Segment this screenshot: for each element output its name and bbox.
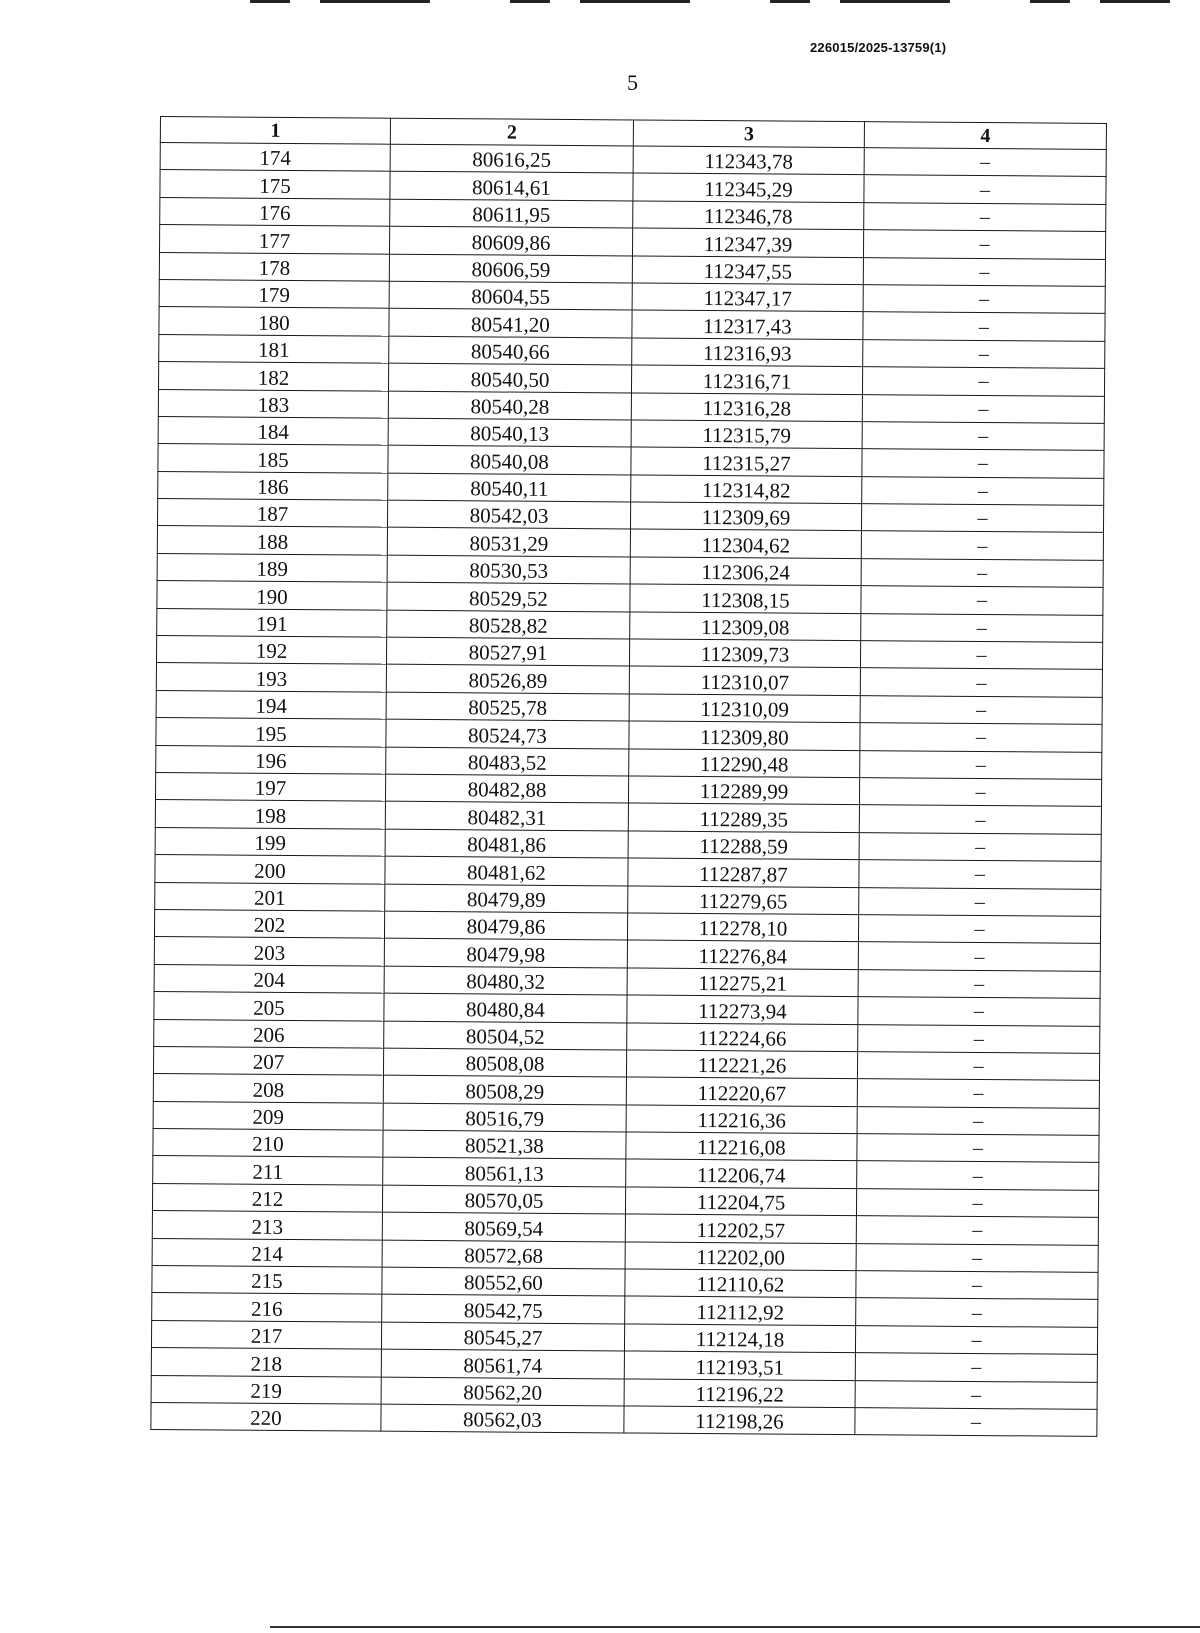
point-number-cell: 217 — [151, 1320, 381, 1349]
point-number-cell: 199 — [155, 827, 385, 856]
y-coordinate-cell: 112112,92 — [625, 1296, 856, 1325]
y-coordinate-cell: 112290,48 — [629, 749, 860, 778]
point-number-cell: 216 — [152, 1293, 382, 1322]
note-cell: – — [857, 1134, 1099, 1163]
note-cell: – — [858, 942, 1100, 971]
note-cell: – — [858, 915, 1100, 944]
note-cell: – — [857, 1052, 1099, 1081]
y-coordinate-cell: 112310,09 — [629, 694, 860, 723]
y-coordinate-cell: 112216,36 — [626, 1105, 857, 1134]
y-coordinate-cell: 112202,00 — [625, 1242, 856, 1271]
note-cell: – — [862, 394, 1104, 423]
point-number-cell: 211 — [153, 1156, 383, 1185]
x-coordinate-cell: 80570,05 — [382, 1185, 625, 1214]
point-number-cell: 182 — [158, 362, 388, 391]
point-number-cell: 209 — [153, 1101, 383, 1130]
y-coordinate-cell: 112224,66 — [627, 1022, 858, 1051]
note-cell: – — [862, 367, 1104, 396]
point-number-cell: 193 — [156, 663, 386, 692]
x-coordinate-cell: 80609,86 — [389, 226, 632, 255]
y-coordinate-cell: 112347,39 — [632, 228, 863, 257]
x-coordinate-cell: 80528,82 — [387, 610, 630, 639]
x-coordinate-cell: 80531,29 — [387, 528, 630, 557]
note-cell: – — [857, 1161, 1099, 1190]
point-number-cell: 200 — [155, 855, 385, 884]
note-cell: – — [859, 832, 1101, 861]
point-number-cell: 214 — [152, 1238, 382, 1267]
note-cell: – — [861, 559, 1103, 588]
x-coordinate-cell: 80616,25 — [390, 144, 633, 173]
table-row — [151, 1402, 1097, 1436]
point-number-cell: 201 — [155, 882, 385, 911]
x-coordinate-cell: 80521,38 — [383, 1130, 626, 1159]
column-header: 4 — [864, 122, 1106, 150]
point-number-cell: 177 — [160, 225, 390, 254]
x-coordinate-cell: 80606,59 — [389, 254, 632, 283]
y-coordinate-cell: 112221,26 — [626, 1050, 857, 1079]
point-number-cell: 188 — [157, 526, 387, 555]
coordinates-table — [150, 116, 1107, 1437]
x-coordinate-cell: 80480,84 — [384, 993, 627, 1022]
y-coordinate-cell: 112289,35 — [628, 803, 859, 832]
x-coordinate-cell: 80508,08 — [383, 1048, 626, 1077]
x-coordinate-cell: 80504,52 — [384, 1021, 627, 1050]
point-number-cell: 218 — [151, 1348, 381, 1377]
x-coordinate-cell: 80542,03 — [387, 500, 630, 529]
y-coordinate-cell: 112309,80 — [629, 721, 860, 750]
x-coordinate-cell: 80482,31 — [385, 802, 628, 831]
x-coordinate-cell: 80482,88 — [385, 774, 628, 803]
y-coordinate-cell: 112198,26 — [624, 1406, 855, 1435]
y-coordinate-cell: 112314,82 — [631, 475, 862, 504]
point-number-cell: 184 — [158, 416, 388, 445]
note-cell: – — [856, 1271, 1098, 1300]
point-number-cell: 186 — [158, 471, 388, 500]
x-coordinate-cell: 80530,53 — [387, 555, 630, 584]
y-coordinate-cell: 112347,17 — [632, 283, 863, 312]
y-coordinate-cell: 112304,62 — [630, 529, 861, 558]
x-coordinate-cell: 80529,52 — [387, 582, 630, 611]
x-coordinate-cell: 80479,89 — [385, 884, 628, 913]
y-coordinate-cell: 112306,24 — [630, 557, 861, 586]
point-number-cell: 174 — [160, 143, 390, 172]
y-coordinate-cell: 112310,07 — [629, 666, 860, 695]
x-coordinate-cell: 80481,86 — [385, 829, 628, 858]
x-coordinate-cell: 80526,89 — [386, 665, 629, 694]
y-coordinate-cell: 112288,59 — [628, 831, 859, 860]
note-cell: – — [858, 969, 1100, 998]
note-cell: – — [858, 997, 1100, 1026]
point-number-cell: 198 — [155, 800, 385, 829]
y-coordinate-cell: 112276,84 — [627, 940, 858, 969]
note-cell: – — [856, 1298, 1098, 1327]
note-cell: – — [859, 887, 1101, 916]
y-coordinate-cell: 112315,27 — [631, 447, 862, 476]
note-cell: – — [864, 148, 1106, 177]
point-number-cell: 176 — [160, 197, 390, 226]
x-coordinate-cell: 80562,20 — [381, 1377, 624, 1406]
column-header: 1 — [160, 117, 390, 145]
y-coordinate-cell: 112278,10 — [627, 913, 858, 942]
point-number-cell: 202 — [154, 909, 384, 938]
note-cell: – — [861, 504, 1103, 533]
x-coordinate-cell: 80479,98 — [384, 938, 627, 967]
note-cell: – — [856, 1188, 1098, 1217]
y-coordinate-cell: 112220,67 — [626, 1077, 857, 1106]
point-number-cell: 187 — [157, 499, 387, 528]
point-number-cell: 194 — [156, 690, 386, 719]
x-coordinate-cell: 80569,54 — [382, 1212, 625, 1241]
x-coordinate-cell: 80604,55 — [389, 281, 632, 310]
y-coordinate-cell: 112347,55 — [632, 256, 863, 285]
note-cell: – — [860, 723, 1102, 752]
note-cell: – — [856, 1243, 1098, 1272]
point-number-cell: 220 — [151, 1402, 381, 1431]
point-number-cell: 208 — [153, 1074, 383, 1103]
x-coordinate-cell: 80611,95 — [390, 199, 633, 228]
x-coordinate-cell: 80481,62 — [385, 856, 628, 885]
point-number-cell: 179 — [159, 279, 389, 308]
scan-artifact-top — [250, 0, 1170, 3]
y-coordinate-cell: 112308,15 — [630, 584, 861, 613]
x-coordinate-cell: 80541,20 — [389, 309, 632, 338]
point-number-cell: 196 — [156, 745, 386, 774]
x-coordinate-cell: 80540,08 — [388, 445, 631, 474]
scan-artifact-bottom — [270, 1626, 1200, 1628]
point-number-cell: 203 — [154, 937, 384, 966]
y-coordinate-cell: 112196,22 — [624, 1379, 855, 1408]
point-number-cell: 192 — [156, 636, 386, 665]
y-coordinate-cell: 112289,99 — [628, 776, 859, 805]
note-cell: – — [857, 1079, 1099, 1108]
point-number-cell: 197 — [155, 772, 385, 801]
y-coordinate-cell: 112216,08 — [626, 1132, 857, 1161]
point-number-cell: 181 — [159, 334, 389, 363]
note-cell: – — [864, 175, 1106, 204]
point-number-cell: 206 — [154, 1019, 384, 1048]
note-cell: – — [859, 860, 1101, 889]
x-coordinate-cell: 80545,27 — [381, 1322, 624, 1351]
y-coordinate-cell: 112315,79 — [631, 420, 862, 449]
note-cell: – — [855, 1353, 1097, 1382]
point-number-cell: 219 — [151, 1375, 381, 1404]
x-coordinate-cell: 80480,32 — [384, 966, 627, 995]
note-cell: – — [862, 422, 1104, 451]
document-id: 226015/2025-13759(1) — [810, 40, 947, 55]
x-coordinate-cell: 80524,73 — [386, 719, 629, 748]
point-number-cell: 205 — [154, 992, 384, 1021]
x-coordinate-cell: 80561,13 — [383, 1158, 626, 1187]
y-coordinate-cell: 112346,78 — [633, 201, 864, 230]
x-coordinate-cell: 80527,91 — [386, 637, 629, 666]
point-number-cell: 204 — [154, 964, 384, 993]
point-number-cell: 183 — [158, 389, 388, 418]
note-cell: – — [863, 339, 1105, 368]
note-cell: – — [864, 202, 1106, 231]
note-cell: – — [859, 778, 1101, 807]
column-header: 3 — [633, 120, 864, 148]
page-number: 5 — [627, 70, 638, 95]
note-cell: – — [862, 449, 1104, 478]
y-coordinate-cell: 112309,69 — [630, 502, 861, 531]
point-number-cell: 207 — [153, 1046, 383, 1075]
y-coordinate-cell: 112343,78 — [633, 146, 864, 175]
x-coordinate-cell: 80479,86 — [384, 911, 627, 940]
point-number-cell: 210 — [153, 1129, 383, 1158]
x-coordinate-cell: 80542,75 — [382, 1295, 625, 1324]
x-coordinate-cell: 80540,66 — [389, 336, 632, 365]
note-cell: – — [860, 668, 1102, 697]
x-coordinate-cell: 80540,11 — [388, 473, 631, 502]
x-coordinate-cell: 80516,79 — [383, 1103, 626, 1132]
y-coordinate-cell: 112110,62 — [625, 1269, 856, 1298]
y-coordinate-cell: 112309,08 — [630, 612, 861, 641]
x-coordinate-cell: 80483,52 — [386, 747, 629, 776]
note-cell: – — [861, 613, 1103, 642]
y-coordinate-cell: 112345,29 — [633, 173, 864, 202]
x-coordinate-cell: 80508,29 — [383, 1075, 626, 1104]
note-cell: – — [863, 285, 1105, 314]
note-cell: – — [863, 230, 1105, 259]
y-coordinate-cell: 112193,51 — [624, 1351, 855, 1380]
y-coordinate-cell: 112279,65 — [628, 885, 859, 914]
point-number-cell: 180 — [159, 307, 389, 336]
note-cell: – — [855, 1380, 1097, 1409]
point-number-cell: 175 — [160, 170, 390, 199]
note-cell: – — [855, 1325, 1097, 1354]
y-coordinate-cell: 112309,73 — [629, 639, 860, 668]
point-number-cell: 191 — [157, 608, 387, 637]
note-cell: – — [860, 641, 1102, 670]
y-coordinate-cell: 112316,71 — [631, 365, 862, 394]
y-coordinate-cell: 112275,21 — [627, 968, 858, 997]
y-coordinate-cell: 112317,43 — [632, 310, 863, 339]
note-cell: – — [863, 257, 1105, 286]
note-cell: – — [856, 1216, 1098, 1245]
note-cell: – — [861, 531, 1103, 560]
point-number-cell: 213 — [152, 1211, 382, 1240]
point-number-cell: 215 — [152, 1265, 382, 1294]
x-coordinate-cell: 80561,74 — [381, 1349, 624, 1378]
note-cell: – — [859, 805, 1101, 834]
note-cell: – — [855, 1408, 1097, 1437]
x-coordinate-cell: 80562,03 — [381, 1404, 624, 1433]
note-cell: – — [863, 312, 1105, 341]
note-cell: – — [860, 695, 1102, 724]
y-coordinate-cell: 112202,57 — [625, 1214, 856, 1243]
note-cell: – — [862, 476, 1104, 505]
note-cell: – — [860, 750, 1102, 779]
x-coordinate-cell: 80614,61 — [390, 172, 633, 201]
point-number-cell: 178 — [159, 252, 389, 281]
x-coordinate-cell: 80525,78 — [386, 692, 629, 721]
note-cell: – — [857, 1106, 1099, 1135]
point-number-cell: 212 — [152, 1183, 382, 1212]
y-coordinate-cell: 112316,93 — [632, 338, 863, 367]
point-number-cell: 185 — [158, 444, 388, 473]
x-coordinate-cell: 80572,68 — [382, 1240, 625, 1269]
x-coordinate-cell: 80540,50 — [388, 363, 631, 392]
point-number-cell: 190 — [157, 581, 387, 610]
x-coordinate-cell: 80540,28 — [388, 391, 631, 420]
x-coordinate-cell: 80552,60 — [382, 1267, 625, 1296]
x-coordinate-cell: 80540,13 — [388, 418, 631, 447]
point-number-cell: 189 — [157, 553, 387, 582]
y-coordinate-cell: 112273,94 — [627, 995, 858, 1024]
note-cell: – — [861, 586, 1103, 615]
column-header: 2 — [390, 118, 633, 146]
table-body — [151, 143, 1106, 1437]
y-coordinate-cell: 112287,87 — [628, 858, 859, 887]
y-coordinate-cell: 112124,18 — [624, 1324, 855, 1353]
note-cell: – — [858, 1024, 1100, 1053]
y-coordinate-cell: 112206,74 — [626, 1159, 857, 1188]
point-number-cell: 195 — [156, 718, 386, 747]
y-coordinate-cell: 112316,28 — [631, 392, 862, 421]
y-coordinate-cell: 112204,75 — [625, 1187, 856, 1216]
